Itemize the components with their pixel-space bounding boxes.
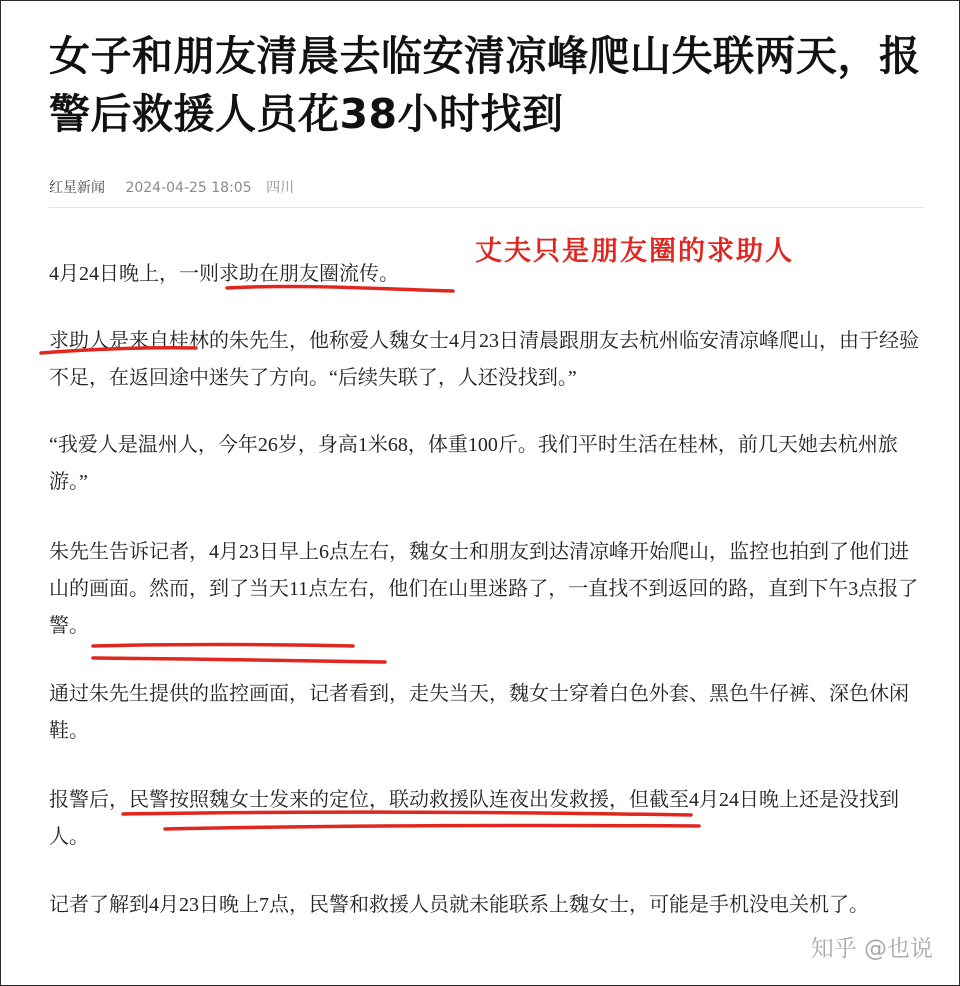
news-source[interactable]: 红星新闻 <box>49 180 105 196</box>
article-meta <box>49 177 925 199</box>
red-annotation-note: 丈夫只是朋友圈的求助人 <box>475 236 794 267</box>
zhihu-watermark: 知乎 @也说 <box>810 936 933 962</box>
paragraph-7: 记者了解到4月23日晚上7点，民警和救援人员就未能联系上魏女士，可能是手机没电关机了。 <box>49 894 869 916</box>
paragraph-5: 通过朱先生提供的监控画面，记者看到，走失当天，魏女士穿着白色外套、黑色牛仔裤、深色休闲鞋。 <box>49 683 909 742</box>
meta-divider <box>49 207 925 208</box>
publish-location: 四川 <box>266 180 295 196</box>
underline-mark-3b <box>93 658 385 662</box>
article-title: 女子和朋友清晨去临安清凉峰爬山失联两天，报警后救援人员花38小时找到 <box>49 32 921 138</box>
paragraph-3: “我爱人是温州人，今年26岁，身高1米68，体重100斤。我们平时生活在桂林，前几天她去杭州旅游。” <box>49 434 898 493</box>
paragraph-4: 朱先生告诉记者，4月23日早上6点左右，魏女士和朋友到达清凉峰开始爬山，监控也拍到了他们进山的画面。然而，到了当天11点左右，他们在山里迷路了，一直找不到返回的路，直到下午3点报了警。 <box>49 541 919 637</box>
publish-time: 2024-04-25 18:05 <box>125 180 252 196</box>
paragraph-2: 求助人是来自桂林的朱先生，他称爱人魏女士4月23日清晨跟朋友去杭州临安清凉峰爬山，由于经验不足，在返回途中迷失了方向。“后续失联了，人还没找到。” <box>49 330 919 389</box>
paragraph-6: 报警后，民警按照魏女士发来的定位，联动救援队连夜出发救援，但截至4月24日晚上还是没找到人。 <box>49 789 899 848</box>
news-article <box>49 27 925 208</box>
paragraph-1: 4月24日晚上，一则求助在朋友圈流传。 <box>49 263 399 285</box>
